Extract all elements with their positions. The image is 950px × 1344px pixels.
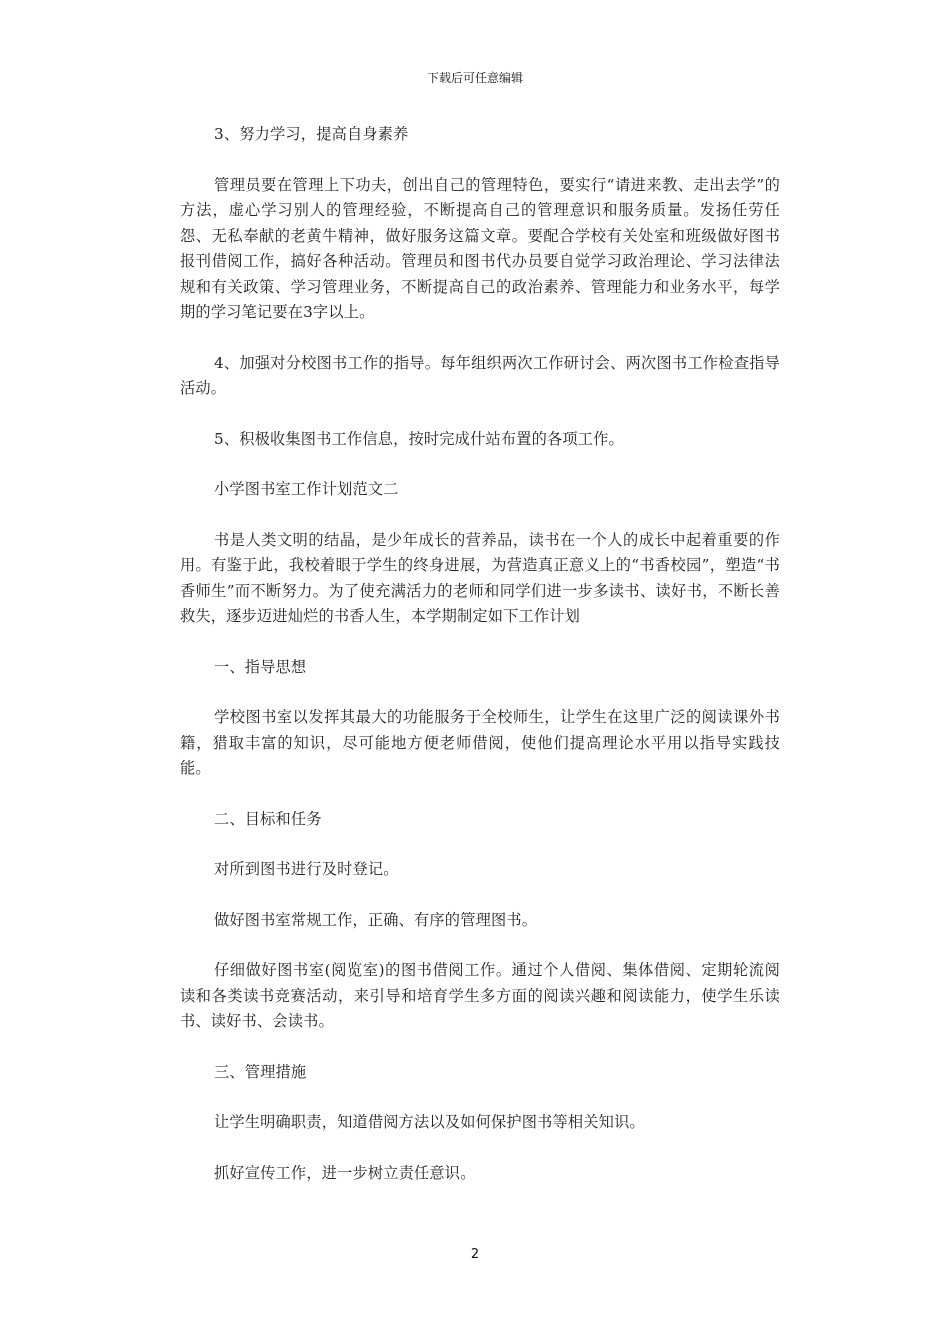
document-body xyxy=(180,122,780,1211)
body-paragraph: 管理员要在管理上下功夫，创出自己的管理特色，要实行“请进来教、走出去学”的方法，虚心学习别人的管理经验，不断提高自己的管理意识和服务质量。发扬任劳任怨、无私奉献的老黄牛精神，做好服务这篇文章。要配合学校有关处室和班级做好图书报刊借阅工作，搞好各种活动。管理员和图书代办员要自觉学习政治理论、学习法律法规和有关政策、学习管理业务，不断提高自己的政治素养、管理能力和业务水平，每学期的学习笔记要在3字以上。 xyxy=(180,175,780,321)
body-paragraph: 对所到图书进行及时登记。 xyxy=(214,860,399,878)
section-heading: 三、管理措施 xyxy=(214,1062,307,1081)
body-paragraph: 让学生明确职责，知道借阅方法以及如何保护图书等相关知识。 xyxy=(214,1113,645,1131)
section-heading: 一、指导思想 xyxy=(214,657,307,676)
section-heading: 二、目标和任务 xyxy=(214,809,322,828)
body-paragraph: 仔细做好图书室(阅览室)的图书借阅工作。通过个人借阅、集体借阅、定期轮流阅读和各类读书竞赛活动，来引导和培育学生多方面的阅读兴趣和阅读能力，使学生乐读书、读好书、会读书。 xyxy=(180,961,780,1030)
body-paragraph: 学校图书室以发挥其最大的功能服务于全校师生，让学生在这里广泛的阅读课外书籍，猎取丰富的知识，尽可能地方便老师借阅，使他们提高理论水平用以指导实践技能。 xyxy=(180,708,780,777)
body-paragraph: 抓好宣传工作，进一步树立责任意识。 xyxy=(214,1163,476,1182)
page-header: 下载后可任意编辑 xyxy=(426,71,523,85)
body-paragraph: 做好图书室常规工作，正确、有序的管理图书。 xyxy=(214,910,538,929)
body-paragraph: 5、积极收集图书工作信息，按时完成什站布置的各项工作。 xyxy=(214,429,624,448)
document-title: 小学图书室工作计划范文二 xyxy=(214,480,399,498)
page-number: 2 xyxy=(470,1247,480,1262)
section-heading: 3、努力学习，提高自身素养 xyxy=(214,125,409,143)
body-paragraph: 4、加强对分校图书工作的指导。每年组织两次工作研讨会、两次图书工作检查指导活动。 xyxy=(180,353,780,397)
body-paragraph: 书是人类文明的结晶，是少年成长的营养品，读书在一个人的成长中起着重要的作用。有鉴于此，我校着眼于学生的终身进展，为营造真正意义上的“书香校园”，塑造“书香师生”而不断努力。为了使充满活力的老师和同学们进一步多读书、读好书，不断长善救失，逐步迈进灿烂的书香人生，本学期制定如下工作计划 xyxy=(180,530,780,625)
